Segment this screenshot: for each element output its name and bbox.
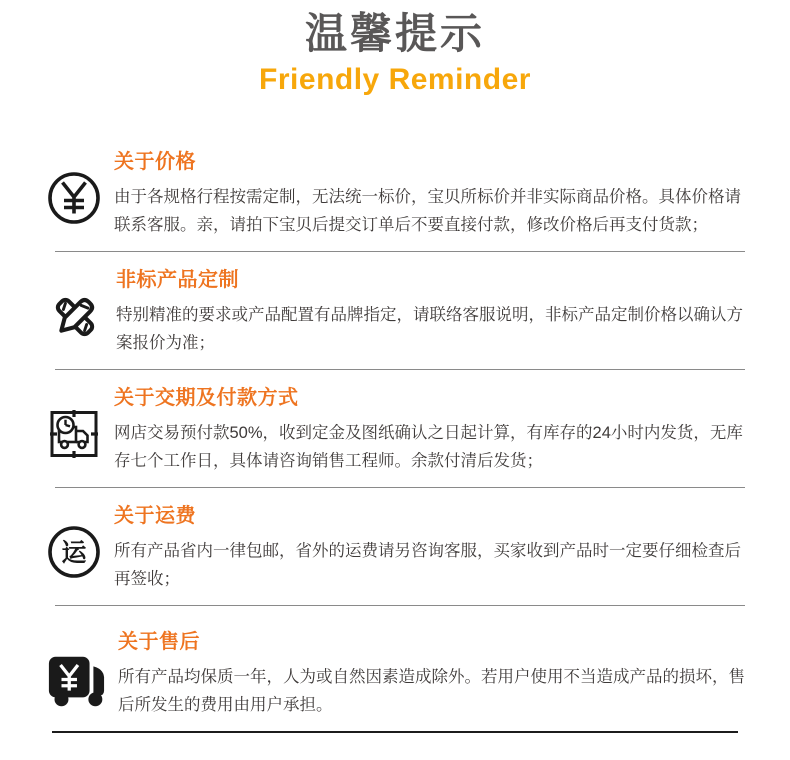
section-heading: 关于交期及付款方式 (114, 387, 299, 409)
section-body: 所有产品均保质一年，人为或自然因素造成除外。若用户使用不当造成产品的损坏，售后所发生的费用由用户承担。 (118, 668, 745, 714)
section-shipping-fee (0, 488, 790, 605)
section-heading: 关于运费 (114, 505, 196, 527)
section-aftersales (0, 606, 790, 731)
section-text (116, 268, 746, 357)
section-heading: 关于价格 (114, 151, 196, 173)
page-subtitle: Friendly Reminder (259, 63, 531, 96)
section-body: 由于各规格行程按需定制，无法统一标价，宝贝所标价并非实际商品价格。具体价格请联系客服。亲，请拍下宝贝后提交订单后不要直接付款，修改价格后再支付货款； (114, 188, 741, 234)
section-body: 所有产品省内一律包邮，省外的运费请另咨询客服，买家收到产品时一定要仔细检查后再签收； (114, 542, 741, 588)
section-delivery-payment (0, 370, 790, 487)
pen-ruler-icon (46, 288, 104, 346)
yen-circle-icon (46, 170, 102, 226)
bottom-border-line (52, 731, 738, 733)
section-custom (0, 252, 790, 369)
section-heading: 关于售后 (118, 631, 200, 653)
yun-character: 运 (61, 539, 87, 567)
shipping-circle-icon (46, 524, 102, 580)
section-text (114, 504, 746, 593)
section-body: 网店交易预付款50%，收到定金及图纸确认之日起计算，有库存的24小时内发货，无库存七个工作日，具体请咨询销售工程师。余款付清后发货； (114, 424, 743, 470)
delivery-truck-clock-icon (46, 406, 102, 462)
section-body: 特别精准的要求或产品配置有品牌指定，请联络客服说明，非标产品定制价格以确认方案报价为准； (116, 306, 743, 352)
section-heading: 非标产品定制 (116, 269, 239, 291)
header (0, 0, 790, 98)
page-title: 温馨提示 (304, 10, 485, 57)
section-text (114, 386, 746, 475)
section-text (114, 150, 746, 239)
reminder-sections (0, 134, 790, 731)
section-price (0, 134, 790, 251)
aftersale-truck-icon (46, 650, 106, 708)
section-text (118, 630, 746, 719)
